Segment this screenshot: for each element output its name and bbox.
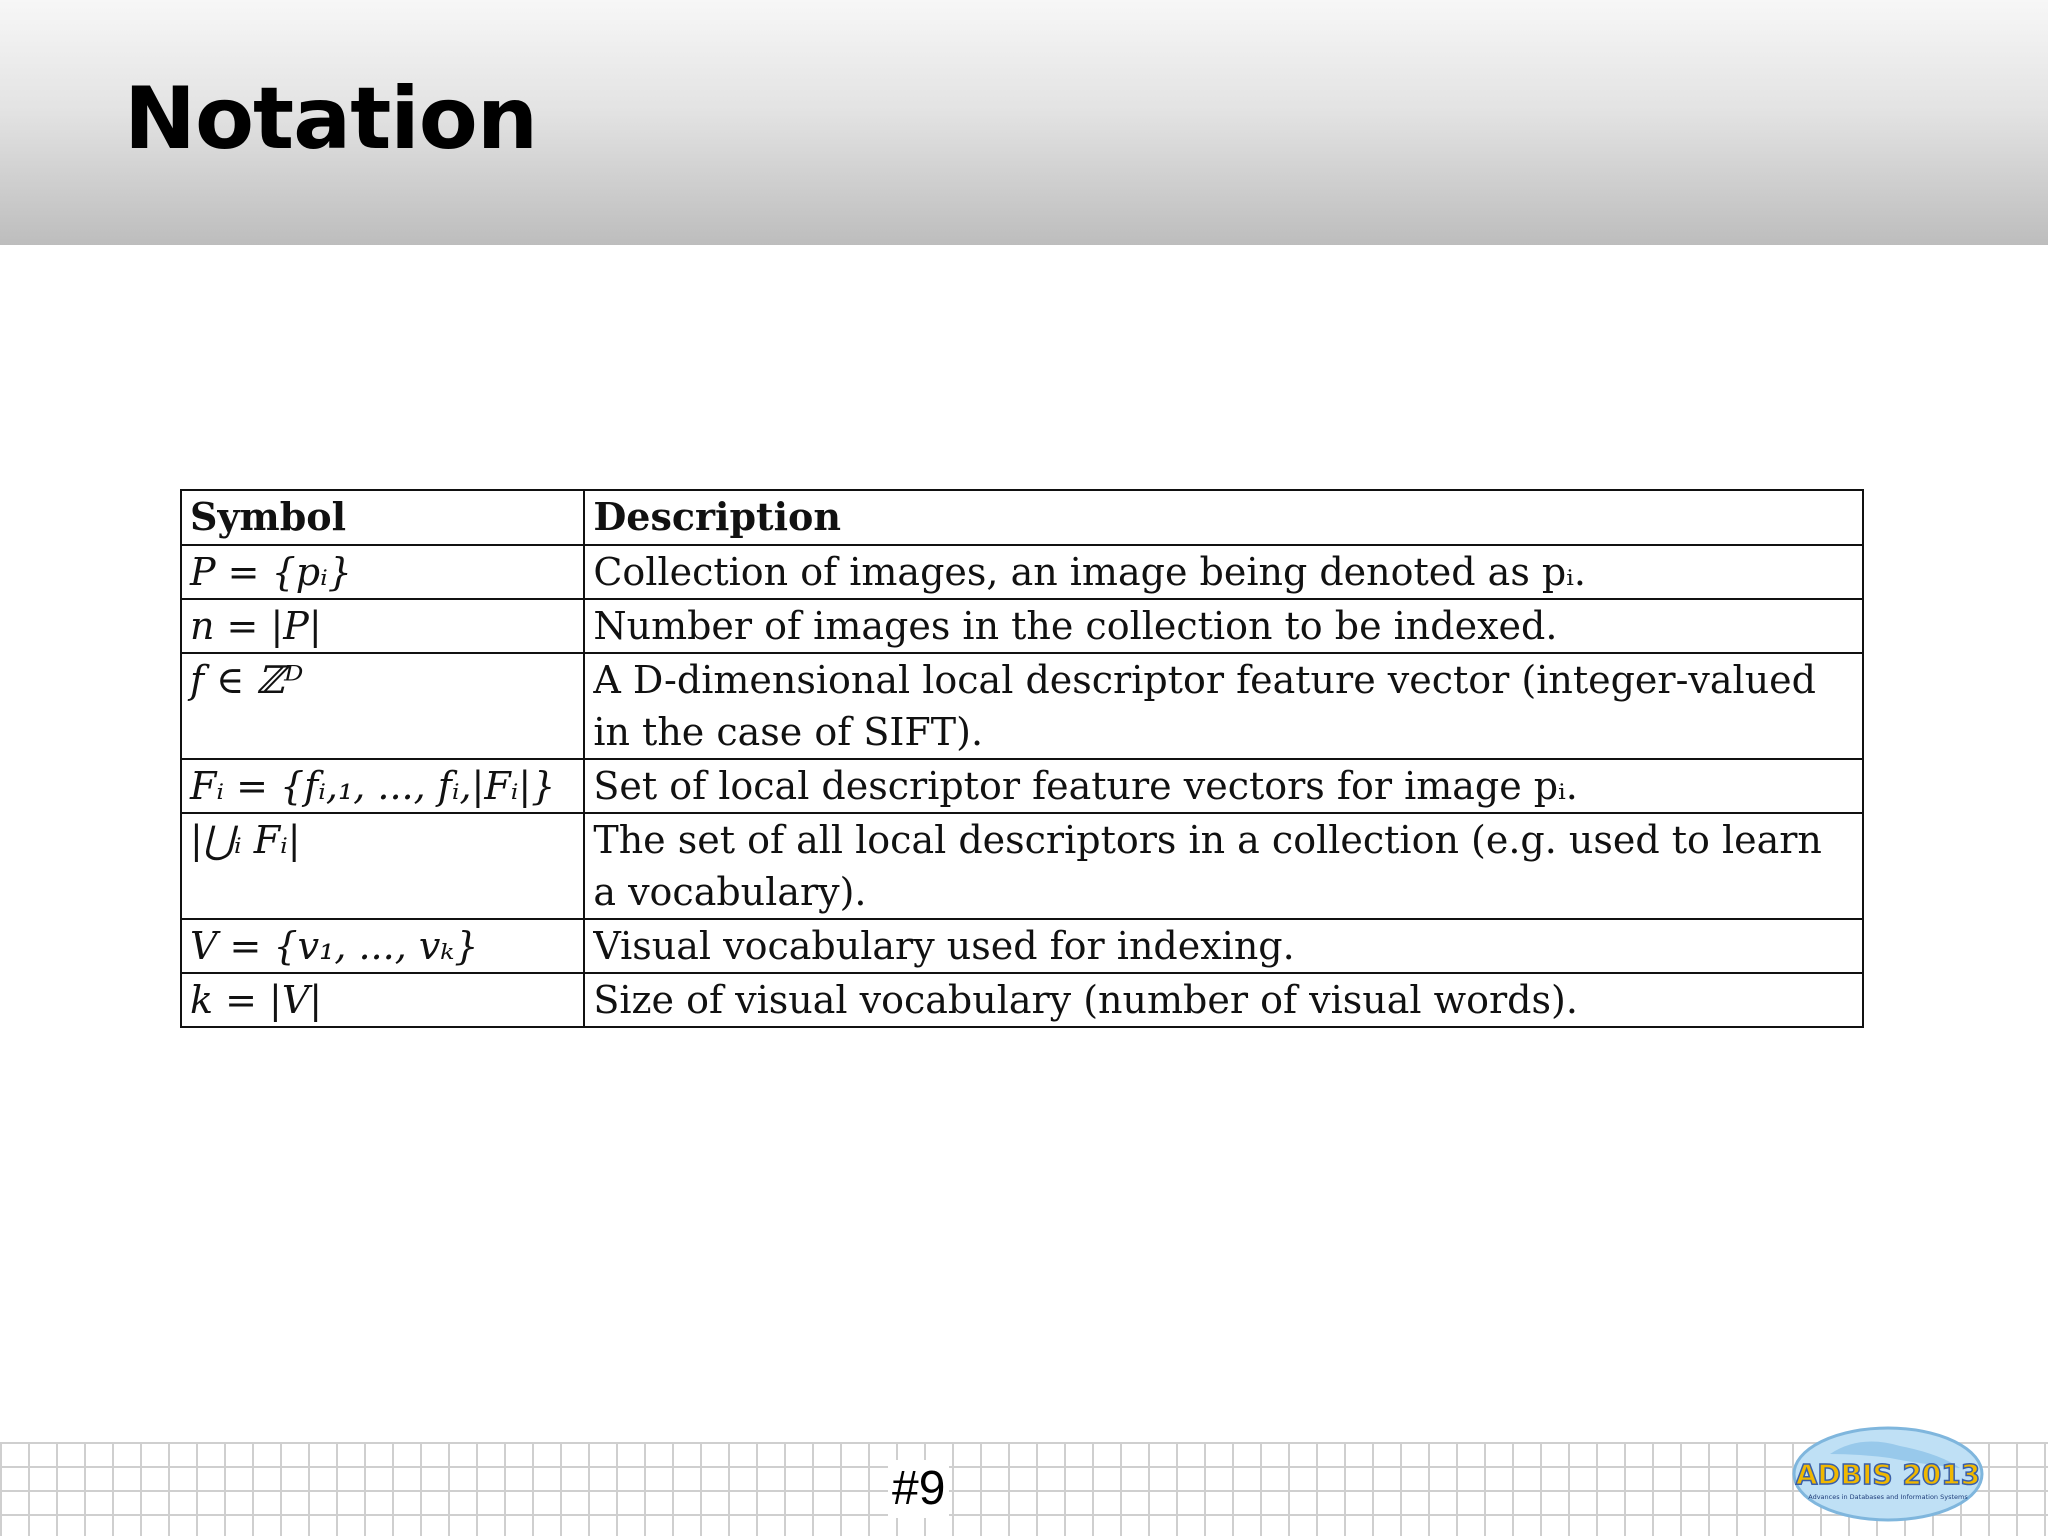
logo-subtext: Advances in Databases and Information Systems xyxy=(1808,1493,1968,1501)
table-row xyxy=(181,759,1863,813)
table-header-row xyxy=(181,490,1863,545)
table-row xyxy=(181,545,1863,599)
header-symbol: Symbol xyxy=(181,490,584,545)
description-cell: Number of images in the collection to be indexed. xyxy=(584,599,1863,653)
description-cell: The set of all local descriptors in a collection (e.g. used to learn a vocabulary). xyxy=(584,813,1863,919)
symbol-cell: |⋃ᵢ Fᵢ| xyxy=(181,813,584,919)
slide-title: Notation xyxy=(124,69,538,169)
table-row xyxy=(181,919,1863,973)
symbol-cell: V = {v₁, ..., vₖ} xyxy=(181,919,584,973)
description-cell: Visual vocabulary used for indexing. xyxy=(584,919,1863,973)
footer-grid-decoration xyxy=(0,1442,2048,1536)
table-row xyxy=(181,973,1863,1027)
table-row xyxy=(181,653,1863,759)
title-bar xyxy=(0,0,2048,245)
symbol-cell: n = |P| xyxy=(181,599,584,653)
description-cell: Set of local descriptor feature vectors for image pᵢ. xyxy=(584,759,1863,813)
table-row xyxy=(181,599,1863,653)
table-row xyxy=(181,813,1863,919)
description-cell: Collection of images, an image being denoted as pᵢ. xyxy=(584,545,1863,599)
notation-table xyxy=(180,489,1864,1028)
symbol-cell: k = |V| xyxy=(181,973,584,1027)
symbol-cell: P = {pᵢ} xyxy=(181,545,584,599)
adbis-logo xyxy=(1790,1424,1986,1524)
logo-text: ADBIS 2013 xyxy=(1795,1458,1981,1491)
symbol-cell: f ∈ ℤᴰ xyxy=(181,653,584,759)
description-cell: A D-dimensional local descriptor feature vector (integer-valued in the case of SIFT). xyxy=(584,653,1863,759)
slide-number: #9 xyxy=(888,1460,949,1518)
description-cell: Size of visual vocabulary (number of visual words). xyxy=(584,973,1863,1027)
symbol-cell: Fᵢ = {fᵢ,₁, ..., fᵢ,|Fᵢ|} xyxy=(181,759,584,813)
header-description: Description xyxy=(584,490,1863,545)
